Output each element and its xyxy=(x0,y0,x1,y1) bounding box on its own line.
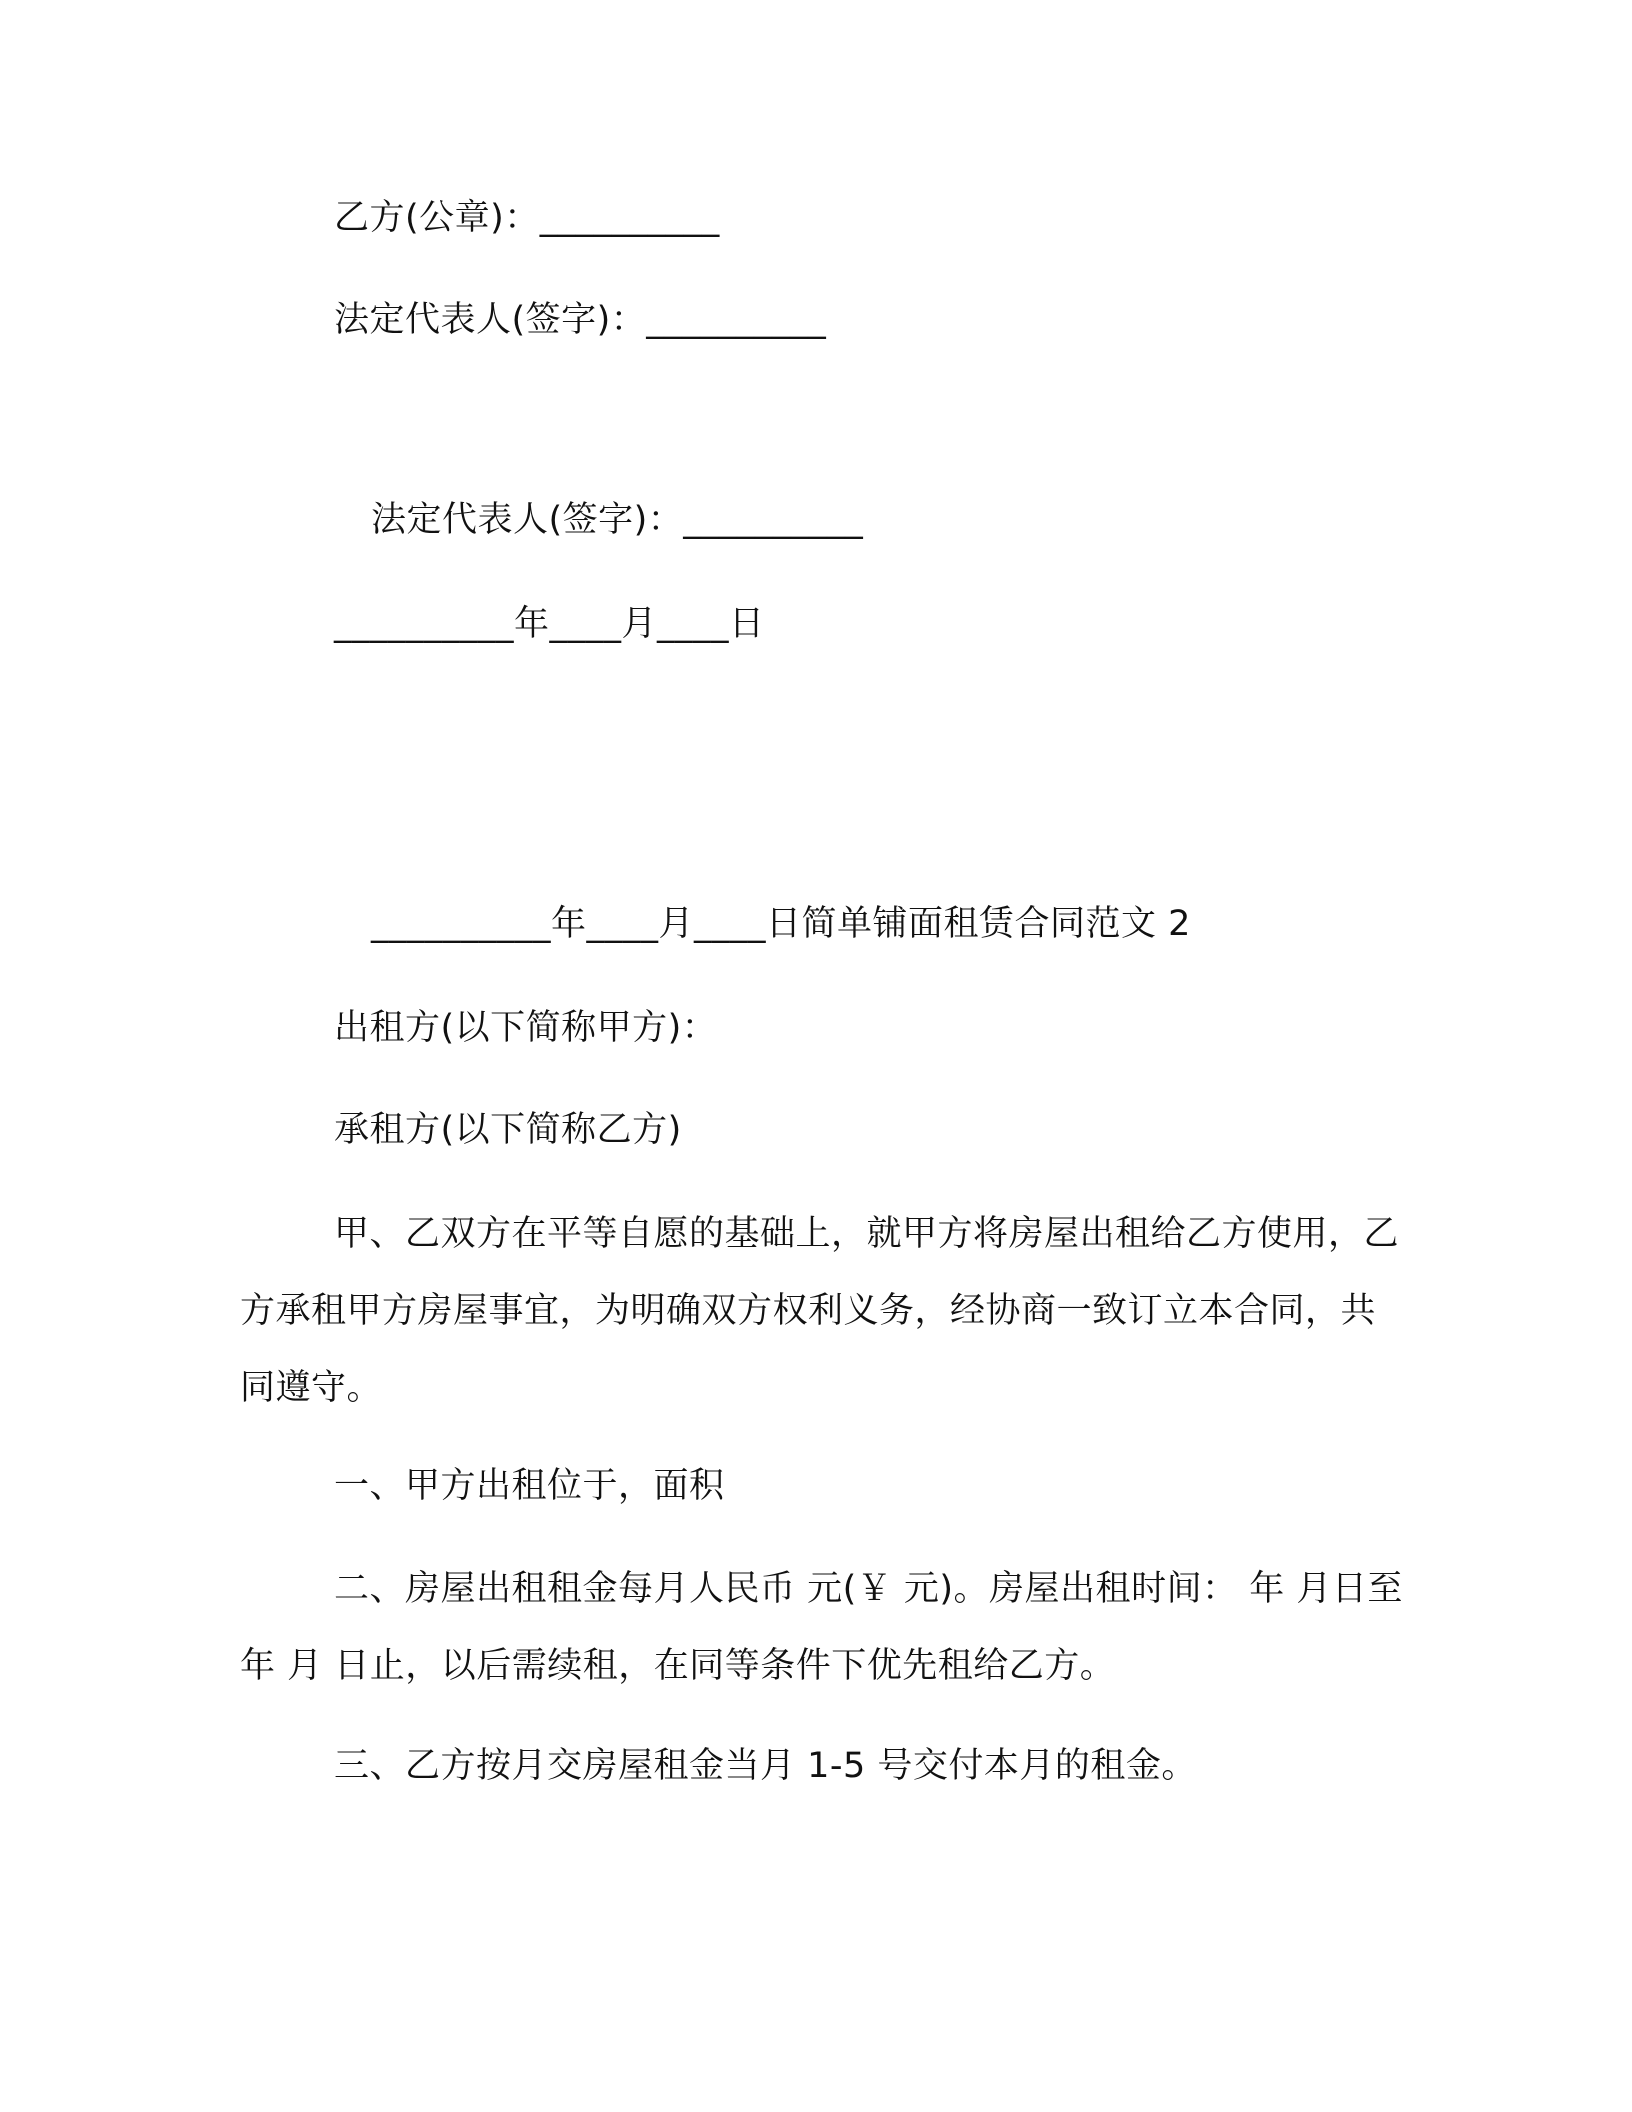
lessee-line: 承租方(以下简称乙方) xyxy=(334,1110,682,1150)
contract-title-2: __________年____月____日简单铺面租赁合同范文 2 xyxy=(371,904,1191,944)
date-line: __________年____月____日 xyxy=(334,604,765,644)
legal-representative-line-1: 法定代表人(签字)：__________ xyxy=(334,300,827,340)
clause-1: 一、甲方出租位于，面积 xyxy=(334,1466,725,1506)
preamble-paragraph: 甲、乙双方在平等自愿的基础上，就甲方将房屋出租给乙方使用，乙方承租甲方房屋事宜，为明确双方权利义务，经协商一致订立本合同，共同遵守。 xyxy=(240,1214,1400,1408)
party-b-seal-line: 乙方(公章)：__________ xyxy=(334,198,720,238)
legal-representative-line-2: 法定代表人(签字)：__________ xyxy=(371,500,864,540)
lessor-line: 出租方(以下简称甲方)： xyxy=(334,1008,718,1048)
clause-3: 三、乙方按月交房屋租金当月 1-5 号交付本月的租金。 xyxy=(334,1746,1197,1786)
clause-2: 二、房屋出租租金每月人民币 元(￥ 元)。房屋出租时间： 年 月日至 年 月 日止，以后需续租，在同等条件下优先租给乙方。 xyxy=(240,1569,1403,1686)
